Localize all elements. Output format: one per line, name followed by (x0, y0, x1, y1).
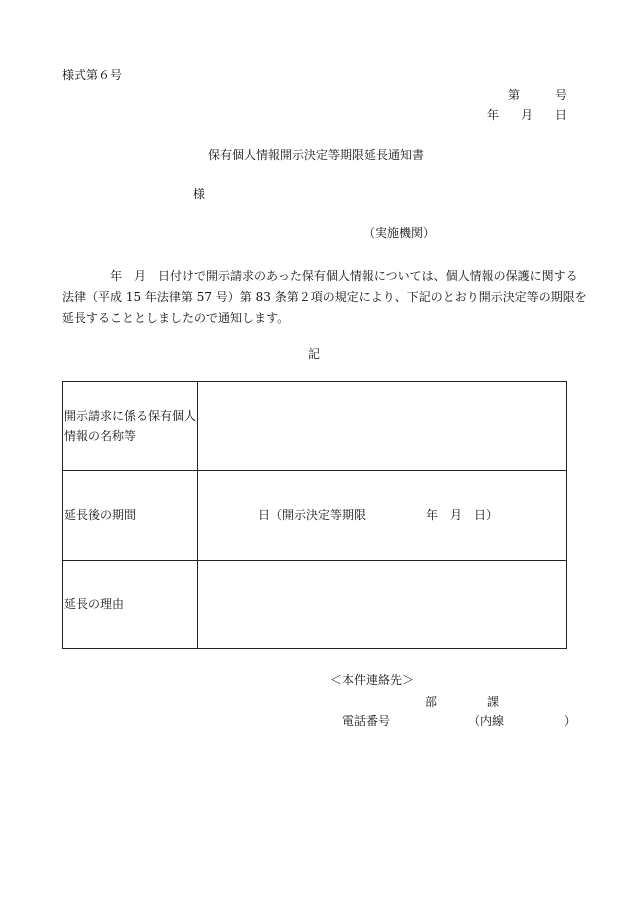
date-year: 年 (487, 108, 500, 122)
table-row (63, 560, 567, 648)
date-month: 月 (521, 108, 534, 122)
contact-title: ＜本件連絡先＞ (330, 673, 415, 687)
row-value-extended-period: 日（開示決定等期限 年 月 日） (198, 471, 567, 560)
contact-section: 課 (487, 695, 500, 709)
row-value-extension-reason (198, 560, 567, 648)
date-day: 日 (555, 108, 568, 122)
contact-phone-label: 電話番号 (342, 714, 391, 728)
ki-heading: 記 (308, 347, 321, 361)
details-table (62, 381, 567, 649)
body-text (62, 266, 587, 329)
document-title: 保有個人情報開示決定等期限延長通知書 (208, 148, 425, 162)
body-line: 延長することとしましたので通知します。 (62, 311, 290, 325)
contact-department: 部 (425, 695, 438, 709)
body-line: 法律（平成 15 年法律第 57 号）第 83 条第２項の規定により、下記のとおり開示決定等の期限を (62, 290, 587, 304)
reference-go: 号 (555, 88, 568, 102)
body-line: 年 月 日付けで開示請求のあった保有個人情報については、個人情報の保護に関する (62, 269, 578, 283)
form-number: 様式第６号 (62, 68, 123, 82)
reference-dai: 第 (508, 88, 521, 102)
issuing-agency: （実施機関） (363, 226, 436, 240)
row-label-info-name: 開示請求に係る保有個人情報の名称等 (63, 382, 198, 471)
table-row (63, 471, 567, 560)
row-label-extension-reason: 延長の理由 (63, 560, 198, 648)
contact-extension: （内線 ） (468, 714, 577, 728)
addressee: 様 (193, 187, 206, 201)
row-label-extended-period: 延長後の期間 (63, 471, 198, 560)
table-row (63, 382, 567, 471)
row-value-info-name (198, 382, 567, 471)
